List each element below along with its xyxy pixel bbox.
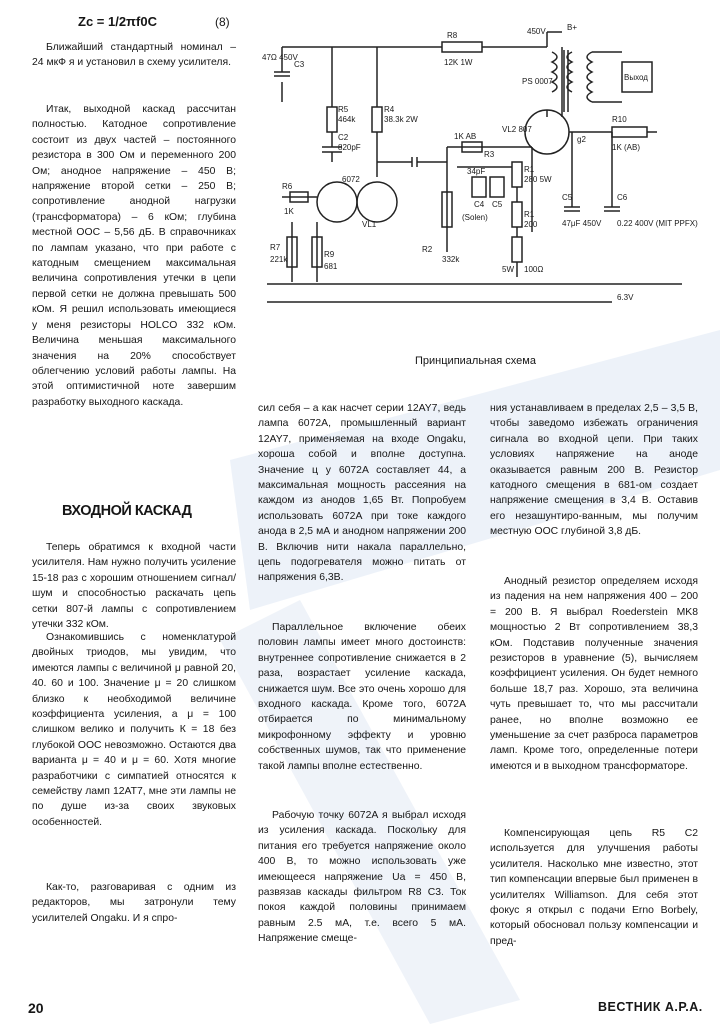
svg-text:C5: C5 (492, 200, 503, 209)
svg-text:R6: R6 (282, 182, 293, 191)
svg-text:0.22 400V (MIT PPFX): 0.22 400V (MIT PPFX) (617, 219, 698, 228)
paragraph: Компенсирующая цепь R5 C2 используется для улучшения работы усилителя. Насколько мне известно, этот тип компенсации впервые был применен в усилителях Williamson. Для себя этот фокус я открыл с подачи Erno Borbely, который обосновал пользу компенсации и пред- (490, 828, 698, 947)
svg-text:R3: R3 (484, 150, 495, 159)
svg-text:C3: C3 (294, 60, 305, 69)
svg-text:R1: R1 (524, 165, 535, 174)
svg-text:221k: 221k (270, 255, 288, 264)
svg-text:C4: C4 (474, 200, 485, 209)
svg-text:1K (AB): 1K (AB) (612, 143, 641, 152)
paragraph: Параллельное включение обеих половин лампы имеет много достоинств: внутреннее сопротивление снижается в 2 раза, возрастает усиление каскада, снижается шум. Все это очень хорошо для входного каскада. Кроме того, 6072A отбирается по минимальному микрофонному эффекту и уровню собственных шумов, так что применение такой лампы вполне естественно. (258, 622, 466, 772)
svg-text:332k: 332k (442, 255, 460, 264)
paragraph: Итак, выходной каскад рассчитан полностью. Катодное сопротивление состоит из двух частей – постоянного резистора в 300 Ом и переменного 200 Ом; анодное напряжение – 450 В; напряжение второй сетки – 250 В; сопротивление анодной нагрузки (трансформатора) – 6 кОм; глубина местной ООС – 5,56 дБ. В справочниках по лампам указано, что при работе с катодным смещением максимальная величина сопротивления утечки в цепи первой сетки не должна превышать 500 кОм. Я решил использовать имеющиеся у меня резисторы HOLCO 332 кОм. Величина меньшая максимального значения на 20% способствует облегчению условий работы лампы. На этой оптимистичной ноте завершим разработку выходного каскада. (32, 104, 236, 408)
journal-name: ВЕСТНИК А.Р.А. (598, 1000, 703, 1014)
paragraph: сил себя – а как насчет серии 12AY7, ведь лампа 6072A, промышленный вариант 12AY7, применяемая на входе Ongaku, хороша собой и вполне доступна. Значение ц у 6072A составляет 44, а максимальная мощность рассеяния на каждом из анодов 1,65 Вт. Попробуем использовать 6072A при токе каждого анода в 2,5 мА и анодном напряжении 200 В. Включив нити накала параллельно, цепь подогревателя можно питать от напряжения 6,3В. (258, 403, 466, 584)
svg-text:R5: R5 (338, 105, 349, 114)
svg-text:R4: R4 (384, 105, 395, 114)
svg-text:47Ω 450V: 47Ω 450V (262, 53, 298, 62)
svg-text:B+: B+ (567, 23, 578, 32)
svg-text:200: 200 (524, 220, 538, 229)
page-number: 20 (28, 1000, 44, 1016)
paragraph: Анодный резистор определяем исходя из падения на нем напряжения 400 – 200 = 200 В. Я выбрал Roederstein MK8 мощностью 2 Вт сопротивлением 38,3 кОм. Подставив полученные значения резисторов в уравнение (5), вычисляем коэффициент усиления. Он будет немного больше 18,7 раз. Хорошо, эта величина чуть превышает то, что мы рассчитали ранее, но вполне возможно ее уменьшение за счет разброса параметров ламп. Кроме того, определенные потери имеются и в выходном трансформаторе. (490, 576, 698, 772)
svg-text:R2: R2 (422, 245, 433, 254)
svg-text:280 5W: 280 5W (524, 175, 552, 184)
paragraph: Ознакомившись с номенклатурой двойных триодов, мы увидим, что имеются лампы с величиной μ равной 20, 40. 60 и 100. Значение μ = 20 слишком близко к необходимой величине коэффициента усиления, а μ = 100 слишком велико и получить К = 18 без глубокой ООС невозможно. Остаются два варианта μ = 40 и μ = 60. Хотя многие разработчики с симпатией относятся к семейству ламп 12AT7, мне эти лампы не по душе из-за своих звуковых особенностей. (32, 632, 236, 828)
svg-text:(Solen): (Solen) (462, 213, 488, 222)
figure-caption: Принципиальная схема (415, 355, 536, 367)
svg-text:6.3V: 6.3V (617, 293, 634, 302)
svg-text:1K: 1K (284, 207, 294, 216)
svg-text:C2: C2 (338, 133, 349, 142)
paragraph: Теперь обратимся к входной части усилителя. Нам нужно получить усиление 15-18 раз с хорошим отношением сигнал/шум и способностью раскачать цепь сетки 807-й лампы с сопротивлением утечки 332 кОм. (32, 542, 236, 631)
svg-text:R7: R7 (270, 243, 281, 252)
section-title: ВХОДНОЙ КАСКАД (62, 503, 192, 519)
svg-text:34pF: 34pF (467, 167, 486, 176)
svg-text:450V: 450V (527, 27, 546, 36)
svg-text:R9: R9 (324, 250, 335, 259)
svg-text:C5: C5 (562, 193, 573, 202)
svg-text:g2: g2 (577, 135, 586, 144)
svg-text:VL1: VL1 (362, 220, 377, 229)
svg-text:12K 1W: 12K 1W (444, 58, 473, 67)
svg-text:R10: R10 (612, 115, 627, 124)
svg-text:5W: 5W (502, 265, 514, 274)
svg-text:C6: C6 (617, 193, 628, 202)
schematic-diagram (262, 22, 702, 332)
svg-text:6072: 6072 (342, 175, 360, 184)
svg-text:PS 0007: PS 0007 (522, 77, 553, 86)
svg-text:VL2 807: VL2 807 (502, 125, 532, 134)
formula: Zc = 1/2πf0C (78, 14, 157, 29)
svg-text:820pF: 820pF (338, 143, 361, 152)
svg-text:R1: R1 (524, 210, 535, 219)
svg-text:47μF 450V: 47μF 450V (562, 219, 602, 228)
svg-text:681: 681 (324, 262, 338, 271)
paragraph: Как-то, разговаривая с одним из редакторов, мы затронули тему усилителей Ongaku. И я спро- (32, 882, 236, 924)
svg-text:Выход: Выход (624, 73, 648, 82)
svg-text:100Ω: 100Ω (524, 265, 544, 274)
paragraph: ния устанавливаем в пределах 2,5 – 3,5 В, чтобы заведомо избежать ограничения сигнала во входной цепи. При таких условиях напряжение на аноде оказывается равным 200 В. Резистор катодного смещения в 681-ом создает напряжение смещения в 3,4 В. Оставив его незашунтиро-ванным, мы получим местную ООС глубиной 3,8 дБ. (490, 403, 698, 538)
svg-text:38.3k 2W: 38.3k 2W (384, 115, 418, 124)
svg-text:1K AB: 1K AB (454, 132, 477, 141)
formula-number: (8) (215, 15, 230, 29)
paragraph: Рабочую точку 6072A я выбрал исходя из усиления каскада. Поскольку для питания его требуется напряжение около 400 В, то можно использовать уже имеющееся напряжение Ua = 450 В, развязав каскады фильтром R8 C3. Ток покоя каждой половины принимаем равным 2.5 мА, т.е. всего 5 мА. Напряжение смеще- (258, 810, 466, 945)
paragraph: Ближайший стандартный номинал – 24 мкФ я и установил в схему усилителя. (32, 42, 236, 69)
svg-text:464k: 464k (338, 115, 356, 124)
svg-text:R8: R8 (447, 31, 458, 40)
